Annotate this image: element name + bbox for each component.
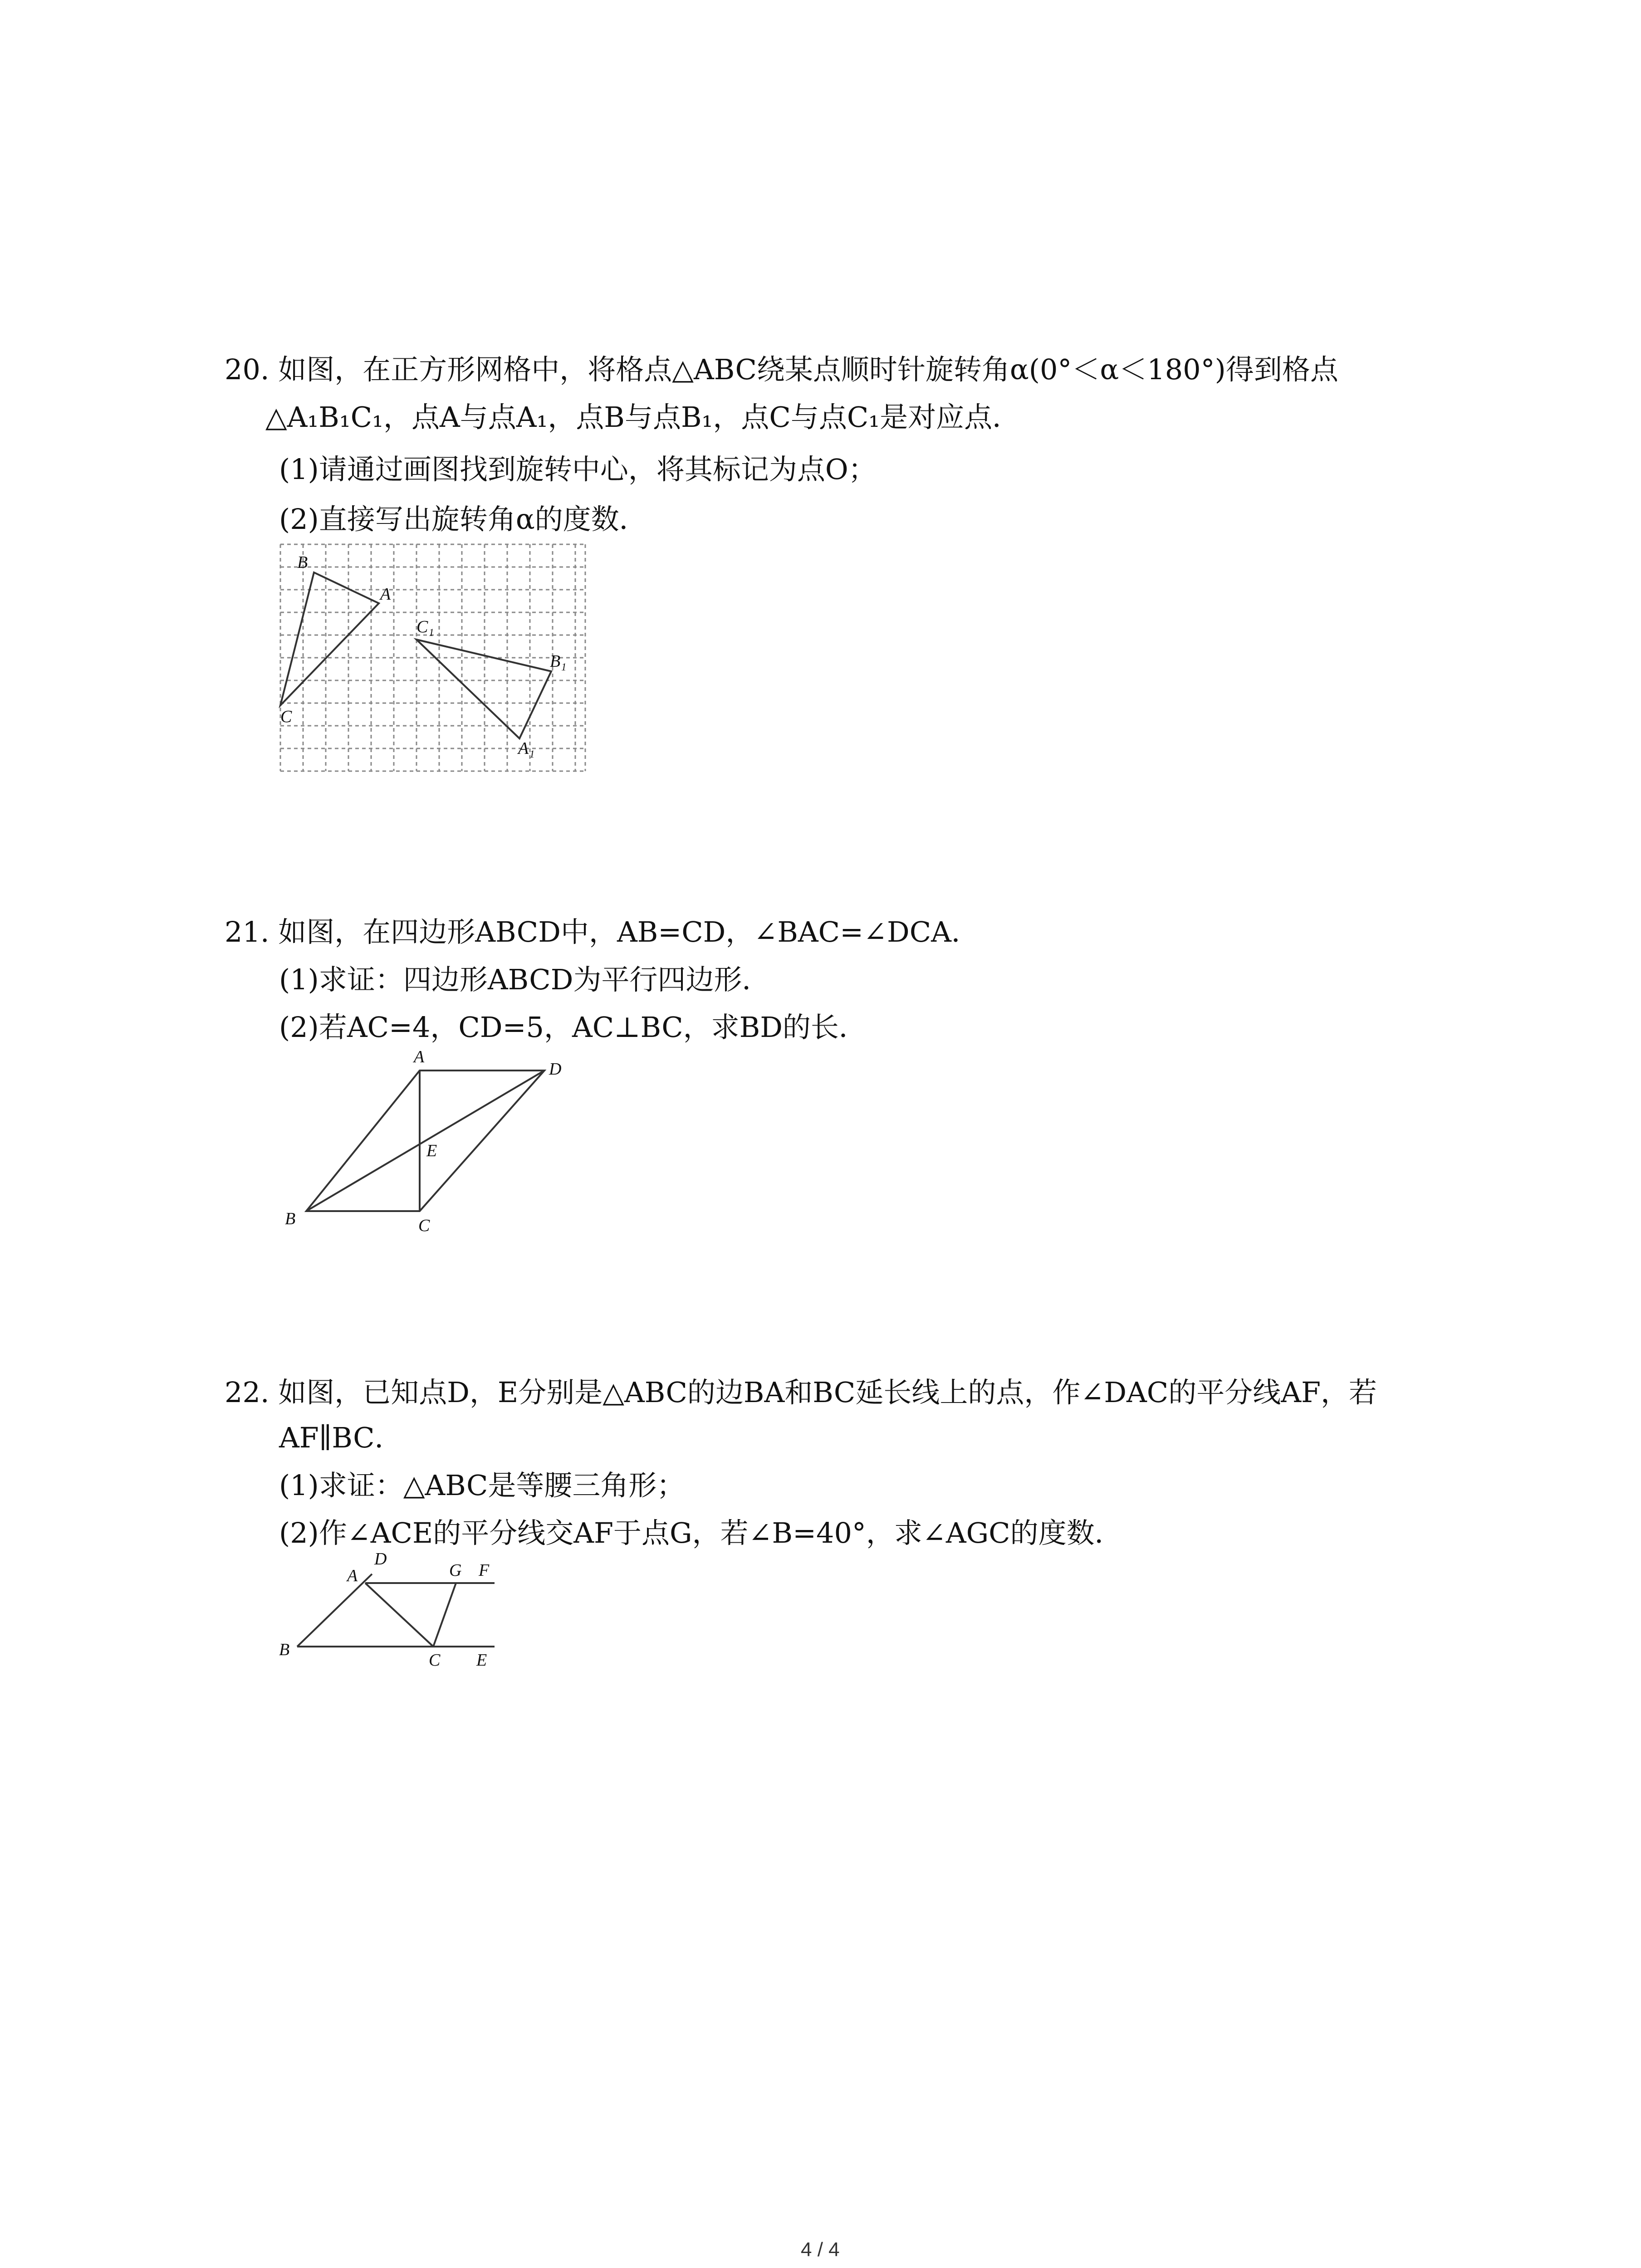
q22-text-line2: AF∥BC． [279,1421,403,1454]
q20-label-C: C [280,707,292,726]
q21-text-line1: 21. 如图，在四边形ABCD中，AB=CD，∠BAC=∠DCA． [225,915,980,948]
q22-sub2: (2)作∠ACE的平分线交AF于点G，若∠B=40°，求∠AGC的度数． [279,1516,1123,1549]
q20-label-C1: C₁ [416,617,434,636]
q21-label-C: C [418,1216,430,1235]
page-number: 4 / 4 [801,2239,840,2261]
q21-sub2: (2)若AC=4，CD=5，AC⊥BC，求BD的长． [279,1011,867,1044]
q22-label-E: E [476,1651,487,1670]
q21-label-A: A [414,1047,425,1066]
q22-label-G: G [449,1561,462,1580]
q22-label-D: D [374,1549,387,1569]
q20-label-B: B [297,553,308,572]
q21-sub1: (1)求证：四边形ABCD为平行四边形． [279,963,770,996]
q22-label-C: C [429,1651,441,1670]
q20-sub2: (2)直接写出旋转角α的度数． [279,503,647,536]
q20-label-A1: A₁ [518,739,535,758]
q21-label-D: D [549,1060,562,1079]
q20-sub1: (1)请通过画图找到旋转中心，将其标记为点O； [279,453,877,486]
q22-text-line1: 22. 如图，已知点D，E分别是△ABC的边BA和BC延长线上的点，作∠DAC的平分线AF，若 [225,1376,1377,1409]
q22-sub1: (1)求证：△ABC是等腰三角形； [279,1469,685,1502]
q22-label-B: B [279,1640,290,1659]
q20-label-B1: B₁ [550,652,567,671]
q21-label-B: B [285,1209,296,1228]
q21-label-E: E [426,1141,437,1160]
q22-label-A: A [347,1566,358,1585]
q22-label-F: F [479,1561,490,1580]
q20-text-line1: 20. 如图，在正方形网格中，将格点△ABC绕某点顺时针旋转角α(0°＜α＜180°)得到格点 [225,353,1338,386]
q20-label-A: A [380,585,391,604]
q20-text-line2: △A₁B₁C₁，点A与点A₁，点B与点B₁，点C与点C₁是对应点． [265,401,1021,434]
